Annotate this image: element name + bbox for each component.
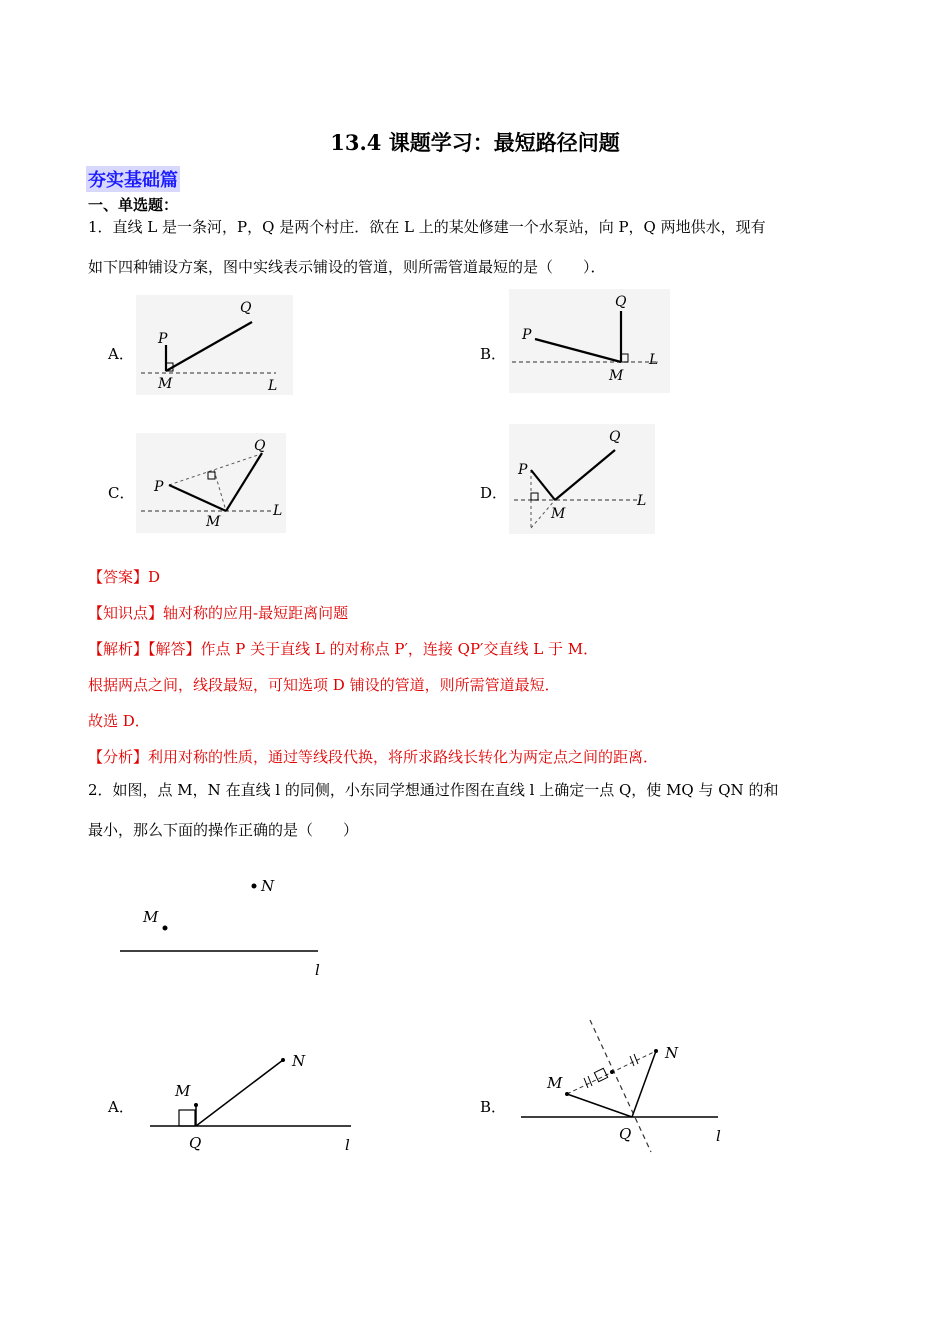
label-m: M (609, 368, 624, 384)
answer-line: 【答案】D (88, 568, 161, 586)
label-m: M (158, 376, 173, 392)
label-q: Q (609, 429, 621, 445)
point-n (252, 884, 257, 889)
label-m: M (551, 506, 566, 522)
label-l: L (268, 378, 278, 394)
q2-option-a-label: A． (108, 1098, 134, 1116)
label-q: Q (240, 300, 252, 316)
label-n: N (292, 1052, 306, 1070)
q1-option-a-label: A． (108, 345, 134, 363)
segment-qn (632, 1051, 656, 1117)
label-p: P (158, 331, 168, 347)
label-q: Q (619, 1125, 632, 1143)
segment-qn (196, 1060, 283, 1126)
label-p: P (518, 462, 528, 478)
remark-line: 【分析】利用对称的性质，通过等线段代换，将所求路线长转化为两定点之间的距离． (88, 748, 659, 766)
q1-option-b-figure (509, 289, 670, 393)
label-q: Q (189, 1134, 202, 1152)
label-l: L (273, 503, 283, 519)
q1-option-c-label: C． (108, 484, 135, 502)
label-l: l (345, 1136, 350, 1154)
label-n: N (261, 877, 275, 895)
section-title: 夯实基础篇 (86, 166, 180, 192)
question-2-line-2: 最小，那么下面的操作正确的是（ ） (88, 821, 359, 839)
q1-option-c-figure (136, 433, 286, 533)
label-l: l (315, 961, 320, 979)
label-m: M (206, 514, 221, 530)
label-p: P (154, 479, 164, 495)
label-m: M (547, 1074, 563, 1092)
segment-mq (567, 1094, 632, 1117)
question-2-line-1: 2．如图，点 M，N 在直线 l 的同侧，小东同学想通过作图在直线 l 上确定一点 Q，使 MQ 与 QN 的和 (88, 781, 779, 799)
point-m (163, 926, 168, 931)
page-title: 13.4 课题学习：最短路径问题 (330, 130, 620, 155)
q2-main-figure (110, 870, 350, 985)
label-l: L (637, 493, 647, 509)
q2-option-b-label: B． (480, 1098, 507, 1116)
analysis-line-1: 【解析】【解答】作点 P 关于直线 L 的对称点 P′，连接 QP′交直线 L 于 M． (88, 640, 599, 658)
analysis-line-3: 故选 D． (88, 712, 150, 730)
label-m: M (143, 908, 159, 926)
q2-option-b-figure (518, 1018, 738, 1158)
q1-option-d-figure (509, 424, 655, 534)
label-m: M (175, 1082, 191, 1100)
label-q: Q (254, 438, 266, 454)
label-q: Q (615, 294, 627, 310)
label-l: l (716, 1127, 721, 1145)
q1-option-b-label: B． (480, 345, 507, 363)
q2-option-a-figure (145, 1048, 375, 1158)
analysis-line-2: 根据两点之间，线段最短，可知选项 D 铺设的管道，则所需管道最短． (88, 676, 560, 694)
question-1-line-1: 1．直线 L 是一条河，P，Q 是两个村庄．欲在 L 上的某处修建一个水泵站，向 P，Q 两地供水，现有 (88, 218, 766, 236)
knowledge-line: 【知识点】轴对称的应用-最短距离问题 (88, 604, 349, 622)
q1-option-d-label: D． (480, 484, 508, 502)
label-p: P (522, 327, 532, 343)
label-n: N (665, 1044, 679, 1062)
label-l: L (649, 352, 659, 368)
section-heading: 一、单选题： (88, 196, 179, 214)
question-1-line-2: 如下四种铺设方案，图中实线表示铺设的管道，则所需管道最短的是（ ）． (88, 258, 606, 276)
q1-option-a-figure (136, 295, 293, 395)
